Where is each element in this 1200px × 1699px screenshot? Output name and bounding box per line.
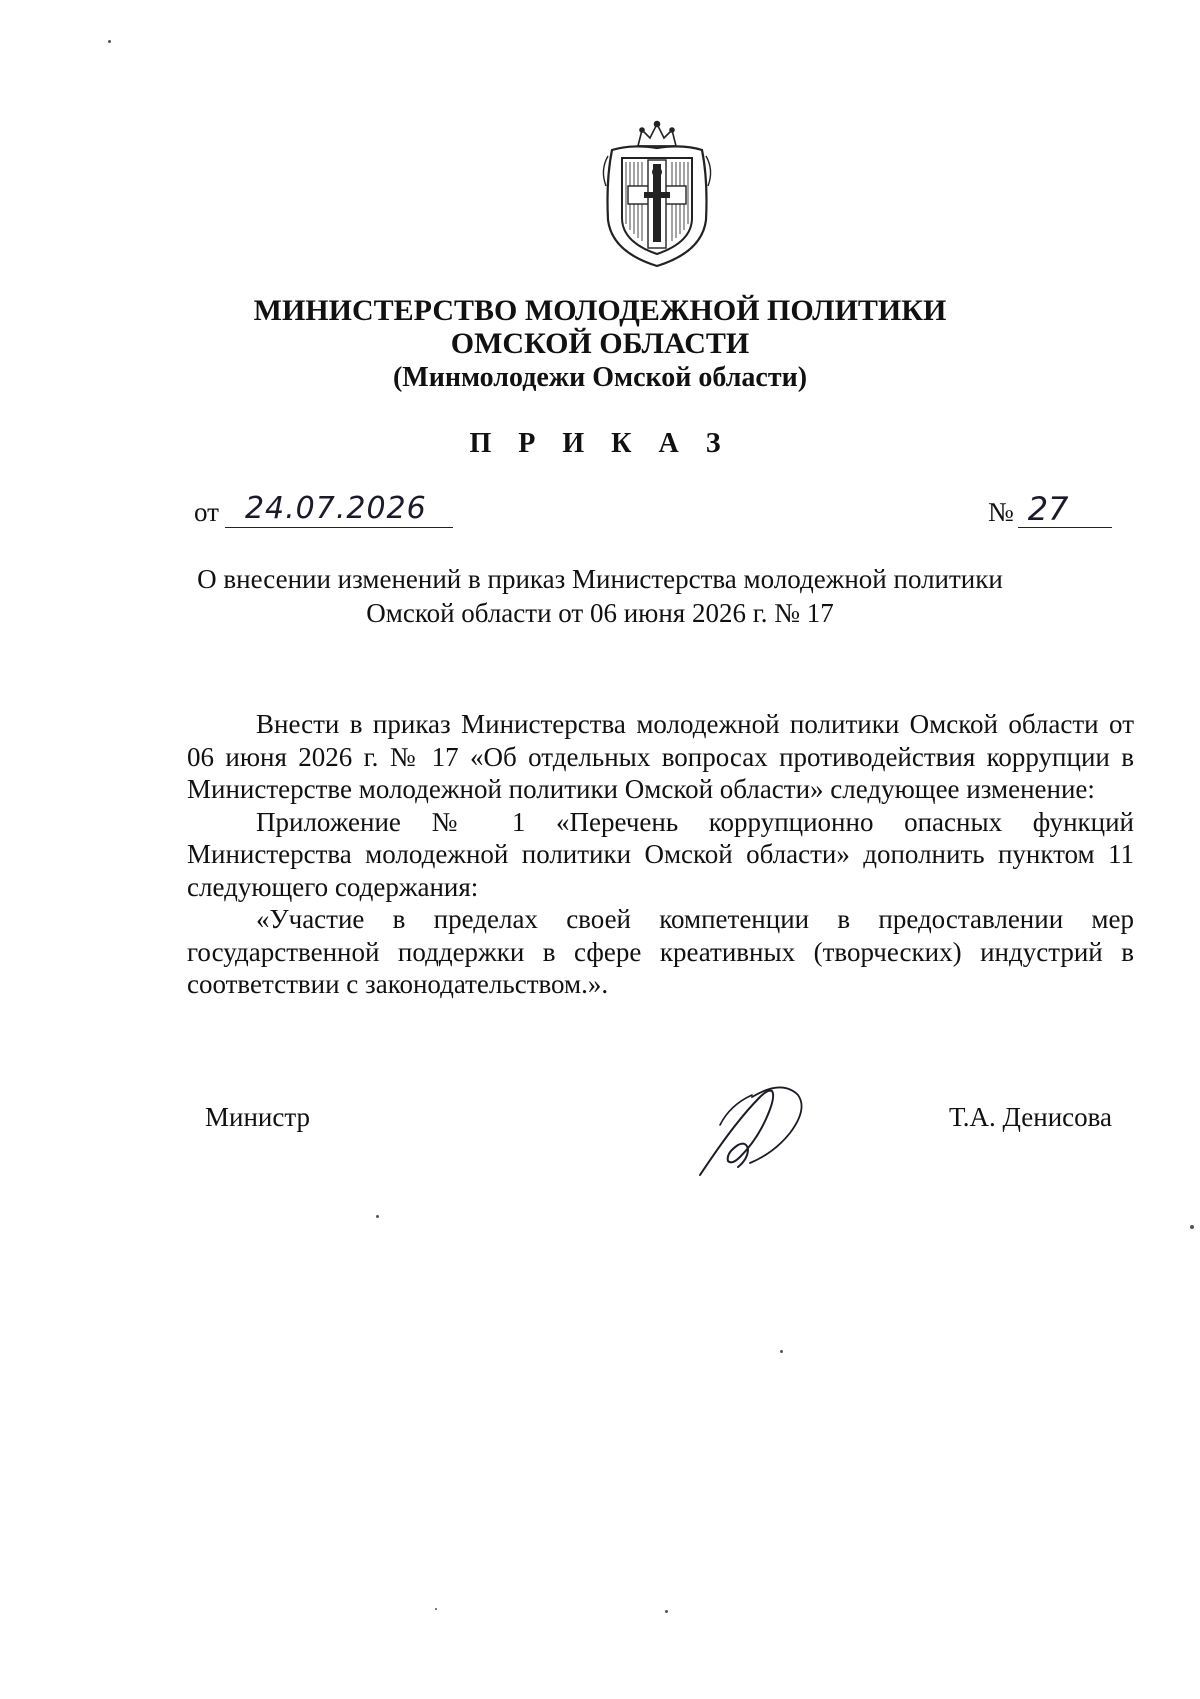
number-label: № xyxy=(988,497,1014,527)
scan-speck xyxy=(780,1350,783,1353)
scan-speck xyxy=(665,1610,668,1613)
scan-speck xyxy=(108,40,111,43)
order-body xyxy=(187,708,1134,1001)
ministry-short-name: (Минмолодежи Омской области) xyxy=(392,362,808,393)
scan-speck xyxy=(376,1215,379,1218)
ministry-name-line1: МИНИСТЕРСТВО МОЛОДЕЖНОЙ ПОЛИТИКИ xyxy=(253,294,947,327)
order-subject-line2: Омской области от 06 июня 2026 г. № 17 xyxy=(366,598,834,628)
order-number-field xyxy=(988,488,1112,528)
scan-speck xyxy=(435,1608,437,1610)
date-value: 24.07.2026 xyxy=(225,491,453,528)
omsk-coat-of-arms-icon xyxy=(598,120,716,270)
order-date-field xyxy=(194,488,453,528)
signatory-role: Министр xyxy=(205,1102,310,1132)
body-paragraph-1: Внести в приказ Министерства молодежной политики Омской области от 06 июня 2026 г. № 17 «Об отдельных вопросах противодействия коррупции в Министерстве молодежной политики Омской области» следующее изменение: xyxy=(187,709,1134,804)
number-value: 27 xyxy=(1018,491,1112,528)
scan-speck xyxy=(1190,1225,1194,1229)
order-subject-line1: О внесении изменений в приказ Министерства молодежной политики xyxy=(197,564,1003,594)
order-title: П Р И К А З xyxy=(469,428,731,459)
body-paragraph-3: «Участие в пределах своей компетенции в предоставлении мер государственной поддержки в сфере креативных (творческих) индустрий в соответствии с законодательством.». xyxy=(187,904,1134,999)
handwritten-signature-icon xyxy=(690,1075,820,1185)
signatory-name: Т.А. Денисова xyxy=(949,1102,1113,1132)
ministry-name-line2: ОМСКОЙ ОБЛАСТИ xyxy=(450,327,750,360)
body-paragraph-2: Приложение № 1 «Перечень коррупционно опасных функций Министерства молодежной политики Омской области» дополнить пунктом 11 следующего содержания: xyxy=(187,806,1134,902)
date-label: от xyxy=(194,497,219,527)
